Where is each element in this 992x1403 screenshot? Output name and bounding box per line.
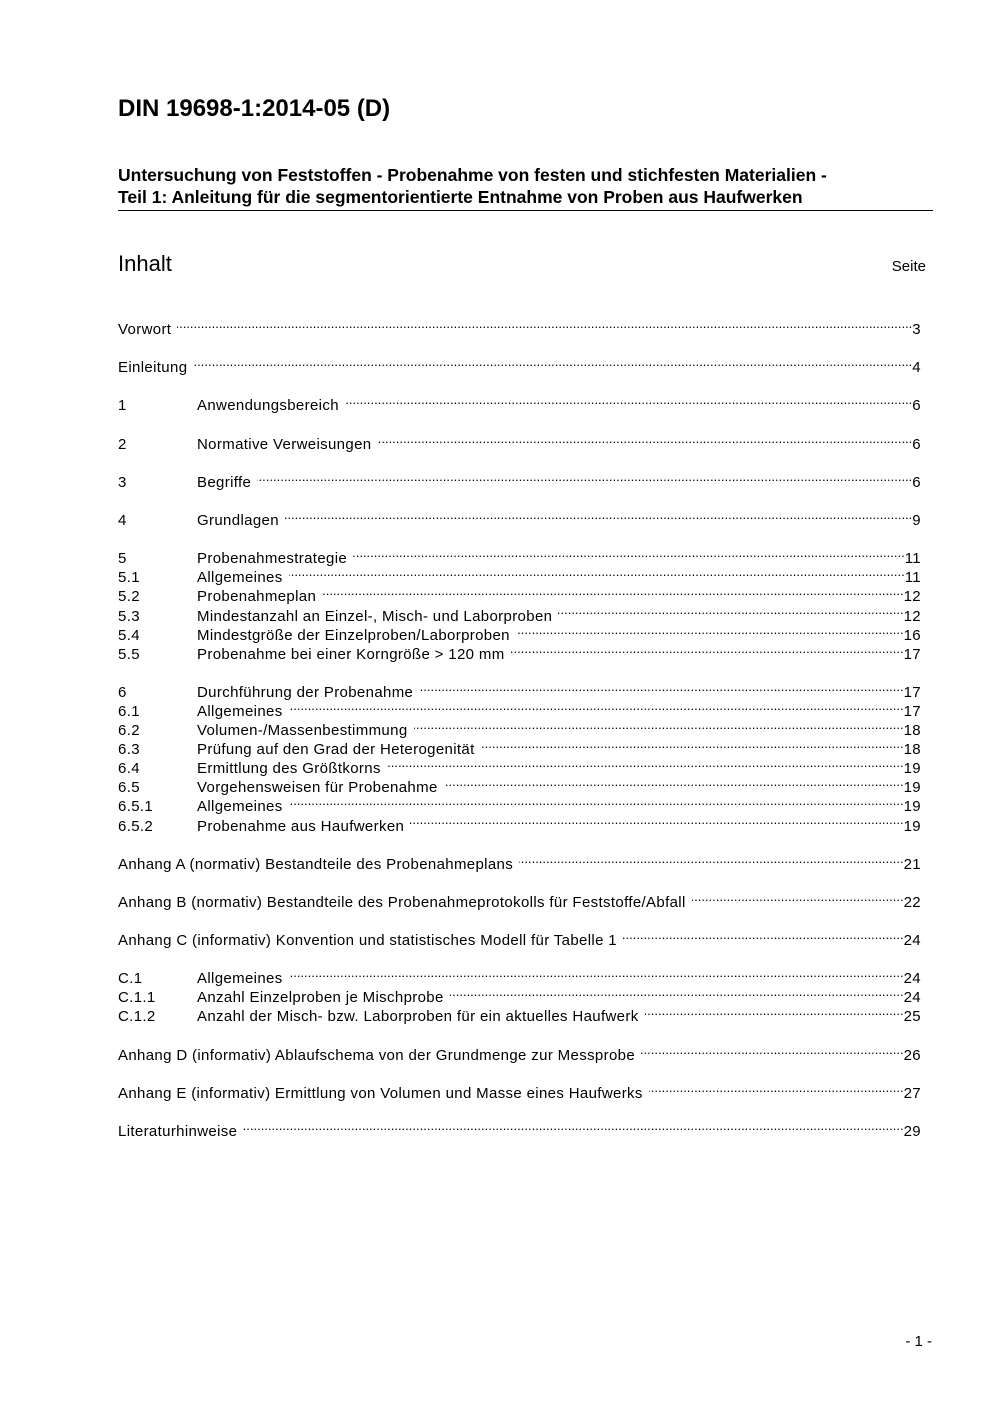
toc-page: 24 [903,989,921,1007]
toc-label: Anhang C (informativ) Konvention und statistisches Modell für Tabelle 1 [118,932,617,950]
toc-label: Grundlagen [197,512,279,530]
toc-label: Allgemeines [197,970,283,988]
toc-page: 6 [912,397,921,415]
toc-leader-dots [481,735,904,754]
toc-page: 24 [903,932,921,950]
toc-page: 11 [904,550,921,568]
toc-number: 5.5 [118,645,140,663]
toc-page: 4 [912,359,921,377]
toc-number: 4 [118,512,127,530]
toc-page: 17 [903,645,921,663]
toc-number: 5.1 [118,569,140,587]
toc-label: Volumen-/Massenbestimmung [197,722,408,740]
toc-number: 6.2 [118,722,140,740]
toc-leader-dots [353,544,905,563]
toc-leader-dots [519,850,904,869]
toc-page: 27 [903,1084,921,1102]
page-footer-number: - 1 - [905,1333,932,1350]
toc-entry[interactable] [118,678,921,701]
toc-page: 11 [904,569,921,587]
toc-label: Durchführung der Probenahme [197,683,414,701]
toc-label: Mindestanzahl an Einzel-, Misch- und Laborproben [197,607,553,625]
toc-leader-dots [387,754,904,773]
toc-label: Anhang A (normativ) Bestandteile des Probenahmeplans [118,855,514,873]
toc-leader-dots [623,926,904,945]
toc-label: Einleitung [118,359,188,377]
toc-entry[interactable] [118,1117,921,1141]
toc-page: 19 [903,817,921,835]
toc-page: 6 [912,435,921,453]
toc-page: 26 [903,1046,921,1064]
toc-label: Probenahme aus Haufwerken [197,817,405,835]
toc-leader-dots [516,621,904,640]
toc-number: 5.2 [118,588,140,606]
toc-label: Allgemeines [197,569,283,587]
toc-leader-dots [641,1041,904,1060]
toc-entry[interactable] [118,850,921,873]
toc-leader-dots [511,640,904,659]
toc-number: 5.4 [118,626,140,644]
document-id: DIN 19698-1:2014-05 (D) [118,95,391,122]
toc-number: C.1.2 [118,1008,156,1026]
toc-page: 12 [903,588,921,606]
toc-entry[interactable] [118,544,921,568]
toc-page: 22 [903,893,921,911]
toc-label: Allgemeines [197,798,283,816]
toc-leader-dots [450,983,904,1002]
toc-label: Allgemeines [197,702,283,720]
toc-leader-dots [243,1117,903,1136]
toc-label: Anwendungsbereich [197,397,339,415]
toc-number: 6.1 [118,702,140,720]
toc-page: 9 [912,512,921,530]
toc-leader-dots [692,888,904,907]
toc-label: Begriffe [197,473,252,491]
toc-entry[interactable] [118,506,921,530]
document-title [118,164,933,211]
toc-page: 19 [903,798,921,816]
toc-entry[interactable] [118,353,921,377]
toc-leader-dots [444,773,904,792]
toc-number: C.1 [118,970,143,988]
toc-leader-dots [289,964,904,983]
toc-page: 21 [903,855,921,873]
toc-leader-dots [645,1002,904,1021]
toc-page: 17 [903,683,921,701]
toc-page: 3 [912,321,921,339]
toc-number: 5 [118,550,127,568]
toc-number: 6.5 [118,779,140,797]
toc-entry[interactable] [118,1079,921,1102]
page-column-label: Seite [891,258,926,275]
toc-label: Normative Verweisungen [197,435,372,453]
toc-number: 6 [118,683,127,701]
toc-entry[interactable] [118,468,921,491]
title-line-1: Untersuchung von Feststoffen - Probenahme von festen und stichfesten Materialien - [118,165,827,185]
toc-page: 29 [903,1123,921,1141]
toc-page: 19 [903,779,921,797]
toc-leader-dots [410,811,903,830]
toc-leader-dots [289,697,904,716]
toc-label: Vorgehensweisen für Probenahme [197,779,438,797]
toc-page: 17 [903,702,921,720]
toc-leader-dots [285,506,912,525]
toc-number: 6.5.2 [118,817,154,835]
toc-page: 24 [903,970,921,988]
toc-number: 6.5.1 [118,798,154,816]
toc-number: 5.3 [118,607,140,625]
toc-label: Anhang D (informativ) Ablaufschema von der Grundmenge zur Messprobe [118,1046,636,1064]
toc-label: Literaturhinweise [118,1123,238,1141]
toc-entry[interactable] [118,888,921,911]
toc-number: C.1.1 [118,989,156,1007]
toc-leader-dots [649,1079,904,1098]
toc-leader-dots [289,792,904,811]
contents-heading: Inhalt [118,251,172,276]
toc-number: 3 [118,473,127,491]
toc-page: 18 [903,722,921,740]
toc-number: 6.4 [118,760,140,778]
toc-page: 12 [903,607,921,625]
toc-entry[interactable] [118,391,921,415]
toc-leader-dots [257,468,912,487]
toc-page: 19 [903,760,921,778]
toc-page: 18 [903,741,921,759]
toc-number: 1 [118,397,127,415]
toc-leader-dots [193,353,912,372]
toc-leader-dots [414,716,904,735]
toc-page: 25 [903,1008,921,1026]
toc-label: Anzahl Einzelproben je Mischprobe [197,989,444,1007]
toc-leader-dots [558,601,903,620]
toc-leader-dots [377,430,912,449]
toc-label: Anhang E (informativ) Ermittlung von Volumen und Masse eines Haufwerks [118,1084,643,1102]
toc-entry[interactable] [118,926,921,950]
toc-number: 6.3 [118,741,140,759]
toc-label: Mindestgröße der Einzelproben/Laborproben [197,626,510,644]
toc-entry[interactable] [118,964,921,988]
title-line-2: Teil 1: Anleitung für die segmentorientierte Entnahme von Proben aus Haufwerken [118,187,803,207]
toc-label: Prüfung auf den Grad der Heterogenität [197,741,475,759]
toc-entry[interactable] [118,1041,921,1064]
toc-label: Ermittlung des Größtkorns [197,760,381,778]
toc-label: Probenahmestrategie [197,550,348,568]
toc-page: 6 [912,473,921,491]
table-of-contents [118,315,921,1141]
toc-label: Anzahl der Misch- bzw. Laborproben für ein aktuelles Haufwerk [197,1008,639,1026]
toc-number: 2 [118,435,127,453]
toc-leader-dots [177,315,912,334]
toc-entry[interactable] [118,315,921,339]
toc-entry[interactable] [118,430,921,453]
toc-label: Anhang B (normativ) Bestandteile des Probenahmeprotokolls für Feststoffe/Abfall [118,893,686,911]
toc-page: 16 [903,626,921,644]
toc-leader-dots [289,563,905,582]
toc-label: Probenahmeplan [197,588,317,606]
toc-leader-dots [322,582,903,601]
toc-leader-dots [345,391,912,410]
toc-leader-dots [419,678,903,697]
toc-label: Probenahme bei einer Korngröße > 120 mm [197,645,505,663]
toc-label: Vorwort [118,321,172,339]
